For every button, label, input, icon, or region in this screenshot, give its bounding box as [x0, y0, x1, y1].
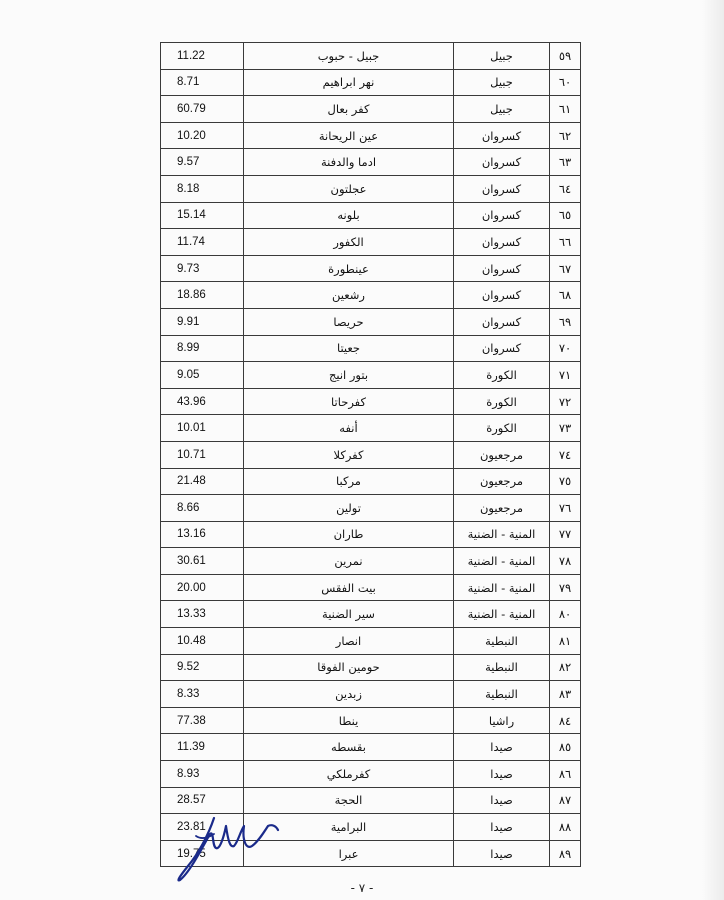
row-number-cell: ٦٩ [550, 308, 581, 335]
row-number-cell: ٨٣ [550, 681, 581, 708]
town-cell: رشعين [244, 282, 454, 309]
district-cell: مرجعيون [454, 495, 550, 522]
town-cell: عجلتون [244, 175, 454, 202]
value-cell: 43.96 [161, 388, 244, 415]
page-edge-shadow [702, 0, 724, 900]
value-cell: 23.81 [161, 814, 244, 841]
table-row [161, 122, 581, 149]
value-cell: 8.18 [161, 175, 244, 202]
district-cell: صيدا [454, 761, 550, 788]
table-row [161, 628, 581, 655]
table-row [161, 362, 581, 389]
value-cell: 11.22 [161, 43, 244, 70]
town-cell: بيت الفقس [244, 574, 454, 601]
town-cell: أنفه [244, 415, 454, 442]
table-row [161, 149, 581, 176]
value-cell: 8.66 [161, 495, 244, 522]
table-row [161, 681, 581, 708]
value-cell: 9.73 [161, 255, 244, 282]
town-cell: ينطا [244, 707, 454, 734]
table-row [161, 255, 581, 282]
row-number-cell: ٨٧ [550, 787, 581, 814]
value-cell: 19.75 [161, 840, 244, 867]
town-cell: عينطورة [244, 255, 454, 282]
district-cell: كسروان [454, 229, 550, 256]
value-cell: 60.79 [161, 96, 244, 123]
row-number-cell: ٧٨ [550, 548, 581, 575]
town-cell: نمرين [244, 548, 454, 575]
row-number-cell: ٧٢ [550, 388, 581, 415]
town-cell: نهر ابراهيم [244, 69, 454, 96]
table-row [161, 388, 581, 415]
table-row [161, 175, 581, 202]
district-cell: صيدا [454, 814, 550, 841]
value-cell: 9.91 [161, 308, 244, 335]
row-number-cell: ٨٤ [550, 707, 581, 734]
town-cell: كفركلا [244, 441, 454, 468]
town-cell: تولين [244, 495, 454, 522]
town-cell: حومين الفوقا [244, 654, 454, 681]
row-number-cell: ٦٥ [550, 202, 581, 229]
row-number-cell: ٨٥ [550, 734, 581, 761]
value-cell: 9.05 [161, 362, 244, 389]
town-cell: البرامية [244, 814, 454, 841]
district-cell: صيدا [454, 787, 550, 814]
town-cell: سير الضنية [244, 601, 454, 628]
row-number-cell: ٧٣ [550, 415, 581, 442]
row-number-cell: ٦٨ [550, 282, 581, 309]
town-cell: مركبا [244, 468, 454, 495]
row-number-cell: ٨٨ [550, 814, 581, 841]
district-cell: الكورة [454, 362, 550, 389]
district-cell: كسروان [454, 255, 550, 282]
town-cell: عين الريحانة [244, 122, 454, 149]
value-cell: 9.57 [161, 149, 244, 176]
value-cell: 8.99 [161, 335, 244, 362]
row-number-cell: ٨١ [550, 628, 581, 655]
row-number-cell: ٦٠ [550, 69, 581, 96]
table-row [161, 468, 581, 495]
district-cell: مرجعيون [454, 468, 550, 495]
table-row [161, 574, 581, 601]
value-cell: 13.16 [161, 521, 244, 548]
value-cell: 9.52 [161, 654, 244, 681]
value-cell: 77.38 [161, 707, 244, 734]
value-cell: 21.48 [161, 468, 244, 495]
district-cell: كسروان [454, 202, 550, 229]
value-cell: 13.33 [161, 601, 244, 628]
row-number-cell: ٦٢ [550, 122, 581, 149]
town-cell: الحجة [244, 787, 454, 814]
town-cell: ادما والدفنة [244, 149, 454, 176]
row-number-cell: ٧١ [550, 362, 581, 389]
town-cell: جبيل - حبوب [244, 43, 454, 70]
row-number-cell: ٨٩ [550, 840, 581, 867]
value-cell: 10.01 [161, 415, 244, 442]
table-row [161, 601, 581, 628]
district-cell: النبطية [454, 681, 550, 708]
table-row [161, 734, 581, 761]
town-cell: جعيتا [244, 335, 454, 362]
town-cell: كفرحاتا [244, 388, 454, 415]
district-cell: جبيل [454, 43, 550, 70]
district-cell: جبيل [454, 96, 550, 123]
district-cell: الكورة [454, 388, 550, 415]
table-row [161, 335, 581, 362]
table-row [161, 69, 581, 96]
table-row [161, 654, 581, 681]
town-cell: كفرملكي [244, 761, 454, 788]
row-number-cell: ٧٥ [550, 468, 581, 495]
district-cell: المنية - الضنية [454, 574, 550, 601]
table-row [161, 761, 581, 788]
row-number-cell: ٦٧ [550, 255, 581, 282]
row-number-cell: ٦١ [550, 96, 581, 123]
value-cell: 20.00 [161, 574, 244, 601]
district-cell: كسروان [454, 282, 550, 309]
table-row [161, 202, 581, 229]
district-cell: كسروان [454, 122, 550, 149]
district-cell: جبيل [454, 69, 550, 96]
table-row [161, 415, 581, 442]
district-cell: كسروان [454, 308, 550, 335]
district-cell: المنية - الضنية [454, 548, 550, 575]
row-number-cell: ٨٦ [550, 761, 581, 788]
row-number-cell: ٧٤ [550, 441, 581, 468]
district-cell: صيدا [454, 734, 550, 761]
row-number-cell: ٥٩ [550, 43, 581, 70]
table-row [161, 308, 581, 335]
row-number-cell: ٧٧ [550, 521, 581, 548]
district-cell: كسروان [454, 175, 550, 202]
table-row [161, 521, 581, 548]
district-cell: مرجعيون [454, 441, 550, 468]
value-cell: 10.71 [161, 441, 244, 468]
town-cell: بقسطه [244, 734, 454, 761]
table-row [161, 282, 581, 309]
value-cell: 18.86 [161, 282, 244, 309]
row-number-cell: ٨٠ [550, 601, 581, 628]
town-cell: انصار [244, 628, 454, 655]
value-cell: 11.74 [161, 229, 244, 256]
district-cell: كسروان [454, 335, 550, 362]
town-cell: طاران [244, 521, 454, 548]
town-cell: زبدين [244, 681, 454, 708]
table-row [161, 495, 581, 522]
table-row [161, 548, 581, 575]
table-row [161, 707, 581, 734]
table-row [161, 43, 581, 70]
value-cell: 10.48 [161, 628, 244, 655]
page-number: - ٧ - [350, 881, 374, 895]
town-cell: بتور انيج [244, 362, 454, 389]
district-cell: كسروان [454, 149, 550, 176]
district-cell: الكورة [454, 415, 550, 442]
town-cell: كفر بعال [244, 96, 454, 123]
district-cell: النبطية [454, 628, 550, 655]
table-row [161, 441, 581, 468]
row-number-cell: ٨٢ [550, 654, 581, 681]
row-number-cell: ٦٤ [550, 175, 581, 202]
value-cell: 15.14 [161, 202, 244, 229]
town-cell: الكفور [244, 229, 454, 256]
data-table [160, 42, 581, 867]
row-number-cell: ٧٩ [550, 574, 581, 601]
table-row [161, 229, 581, 256]
value-cell: 8.93 [161, 761, 244, 788]
row-number-cell: ٦٦ [550, 229, 581, 256]
table-body [161, 43, 581, 867]
row-number-cell: ٧٠ [550, 335, 581, 362]
row-number-cell: ٧٦ [550, 495, 581, 522]
district-cell: النبطية [454, 654, 550, 681]
town-cell: عبرا [244, 840, 454, 867]
district-cell: المنية - الضنية [454, 521, 550, 548]
row-number-cell: ٦٣ [550, 149, 581, 176]
value-cell: 8.33 [161, 681, 244, 708]
value-cell: 28.57 [161, 787, 244, 814]
town-cell: حريصا [244, 308, 454, 335]
district-cell: راشيا [454, 707, 550, 734]
town-cell: بلونه [244, 202, 454, 229]
district-cell: المنية - الضنية [454, 601, 550, 628]
value-cell: 30.61 [161, 548, 244, 575]
value-cell: 11.39 [161, 734, 244, 761]
table-row [161, 96, 581, 123]
value-cell: 10.20 [161, 122, 244, 149]
value-cell: 8.71 [161, 69, 244, 96]
district-cell: صيدا [454, 840, 550, 867]
